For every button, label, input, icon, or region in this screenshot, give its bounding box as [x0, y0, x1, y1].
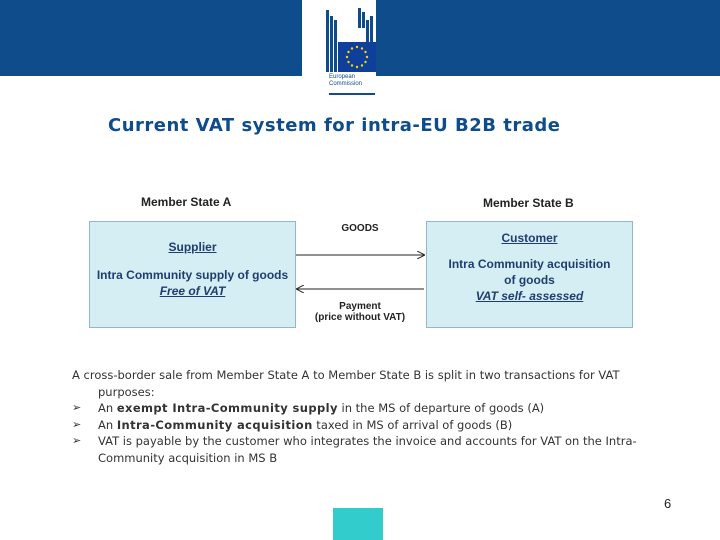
bullet-2-bold: Intra-Community acquisition: [116, 417, 313, 432]
supplier-line-2: Free of VAT: [159, 284, 226, 298]
goods-label: GOODS: [341, 223, 379, 234]
customer-label: Customer: [501, 231, 558, 245]
customer-line-2: of goods: [504, 273, 555, 287]
bullet-1-bold: exempt Intra-Community supply: [116, 401, 338, 415]
supplier-line-1: Intra Community supply of goods: [96, 268, 289, 282]
bullet-3-text: VAT is payable by the customer who integrates the invoice and accounts for VAT on the Intra-Community acquisition in MS B: [98, 434, 637, 465]
logo-underline: [329, 93, 375, 95]
body-text: [72, 367, 642, 466]
slide-title: Current VAT system for intra-EU B2B trade: [108, 115, 561, 136]
intro-paragraph: A cross-border sale from Member State A to Member State B is split in two transactions for VAT purposes:: [72, 368, 620, 399]
payment-label-line-2: (price without VAT): [314, 312, 406, 323]
payment-label: [300, 301, 420, 323]
european-commission-logo: [302, 0, 376, 98]
commission-building-icon: [302, 0, 376, 76]
payment-label-line-1: Payment: [339, 301, 381, 312]
supplier-label: Supplier: [168, 240, 217, 254]
customer-line-3: VAT self- assessed: [475, 289, 584, 303]
bullet-item: [72, 417, 642, 434]
vat-flow-diagram: [0, 185, 720, 345]
logo-line-1: European: [329, 74, 356, 80]
bullet-1-post: in the MS of departure of goods (A): [337, 401, 545, 415]
member-state-b-label: Member State B: [483, 196, 574, 210]
member-state-a-label: Member State A: [141, 195, 232, 209]
bullet-2-pre: An: [98, 417, 117, 432]
arrow-bullet-icon: ➢: [72, 434, 82, 447]
logo-line-2: Commission: [329, 81, 363, 87]
logo-text: [329, 74, 369, 88]
bullet-1-pre: An: [98, 401, 117, 415]
footer-tab: [333, 508, 383, 540]
page-number: 6: [664, 496, 672, 511]
bullet-2-post: taxed in MS of arrival of goods (B): [312, 417, 513, 432]
bullet-item: [72, 400, 642, 417]
arrow-bullet-icon: ➢: [72, 417, 82, 431]
customer-line-1: Intra Community acquisition: [448, 257, 611, 271]
arrow-bullet-icon: ➢: [72, 401, 82, 414]
bullet-item: [72, 433, 642, 466]
